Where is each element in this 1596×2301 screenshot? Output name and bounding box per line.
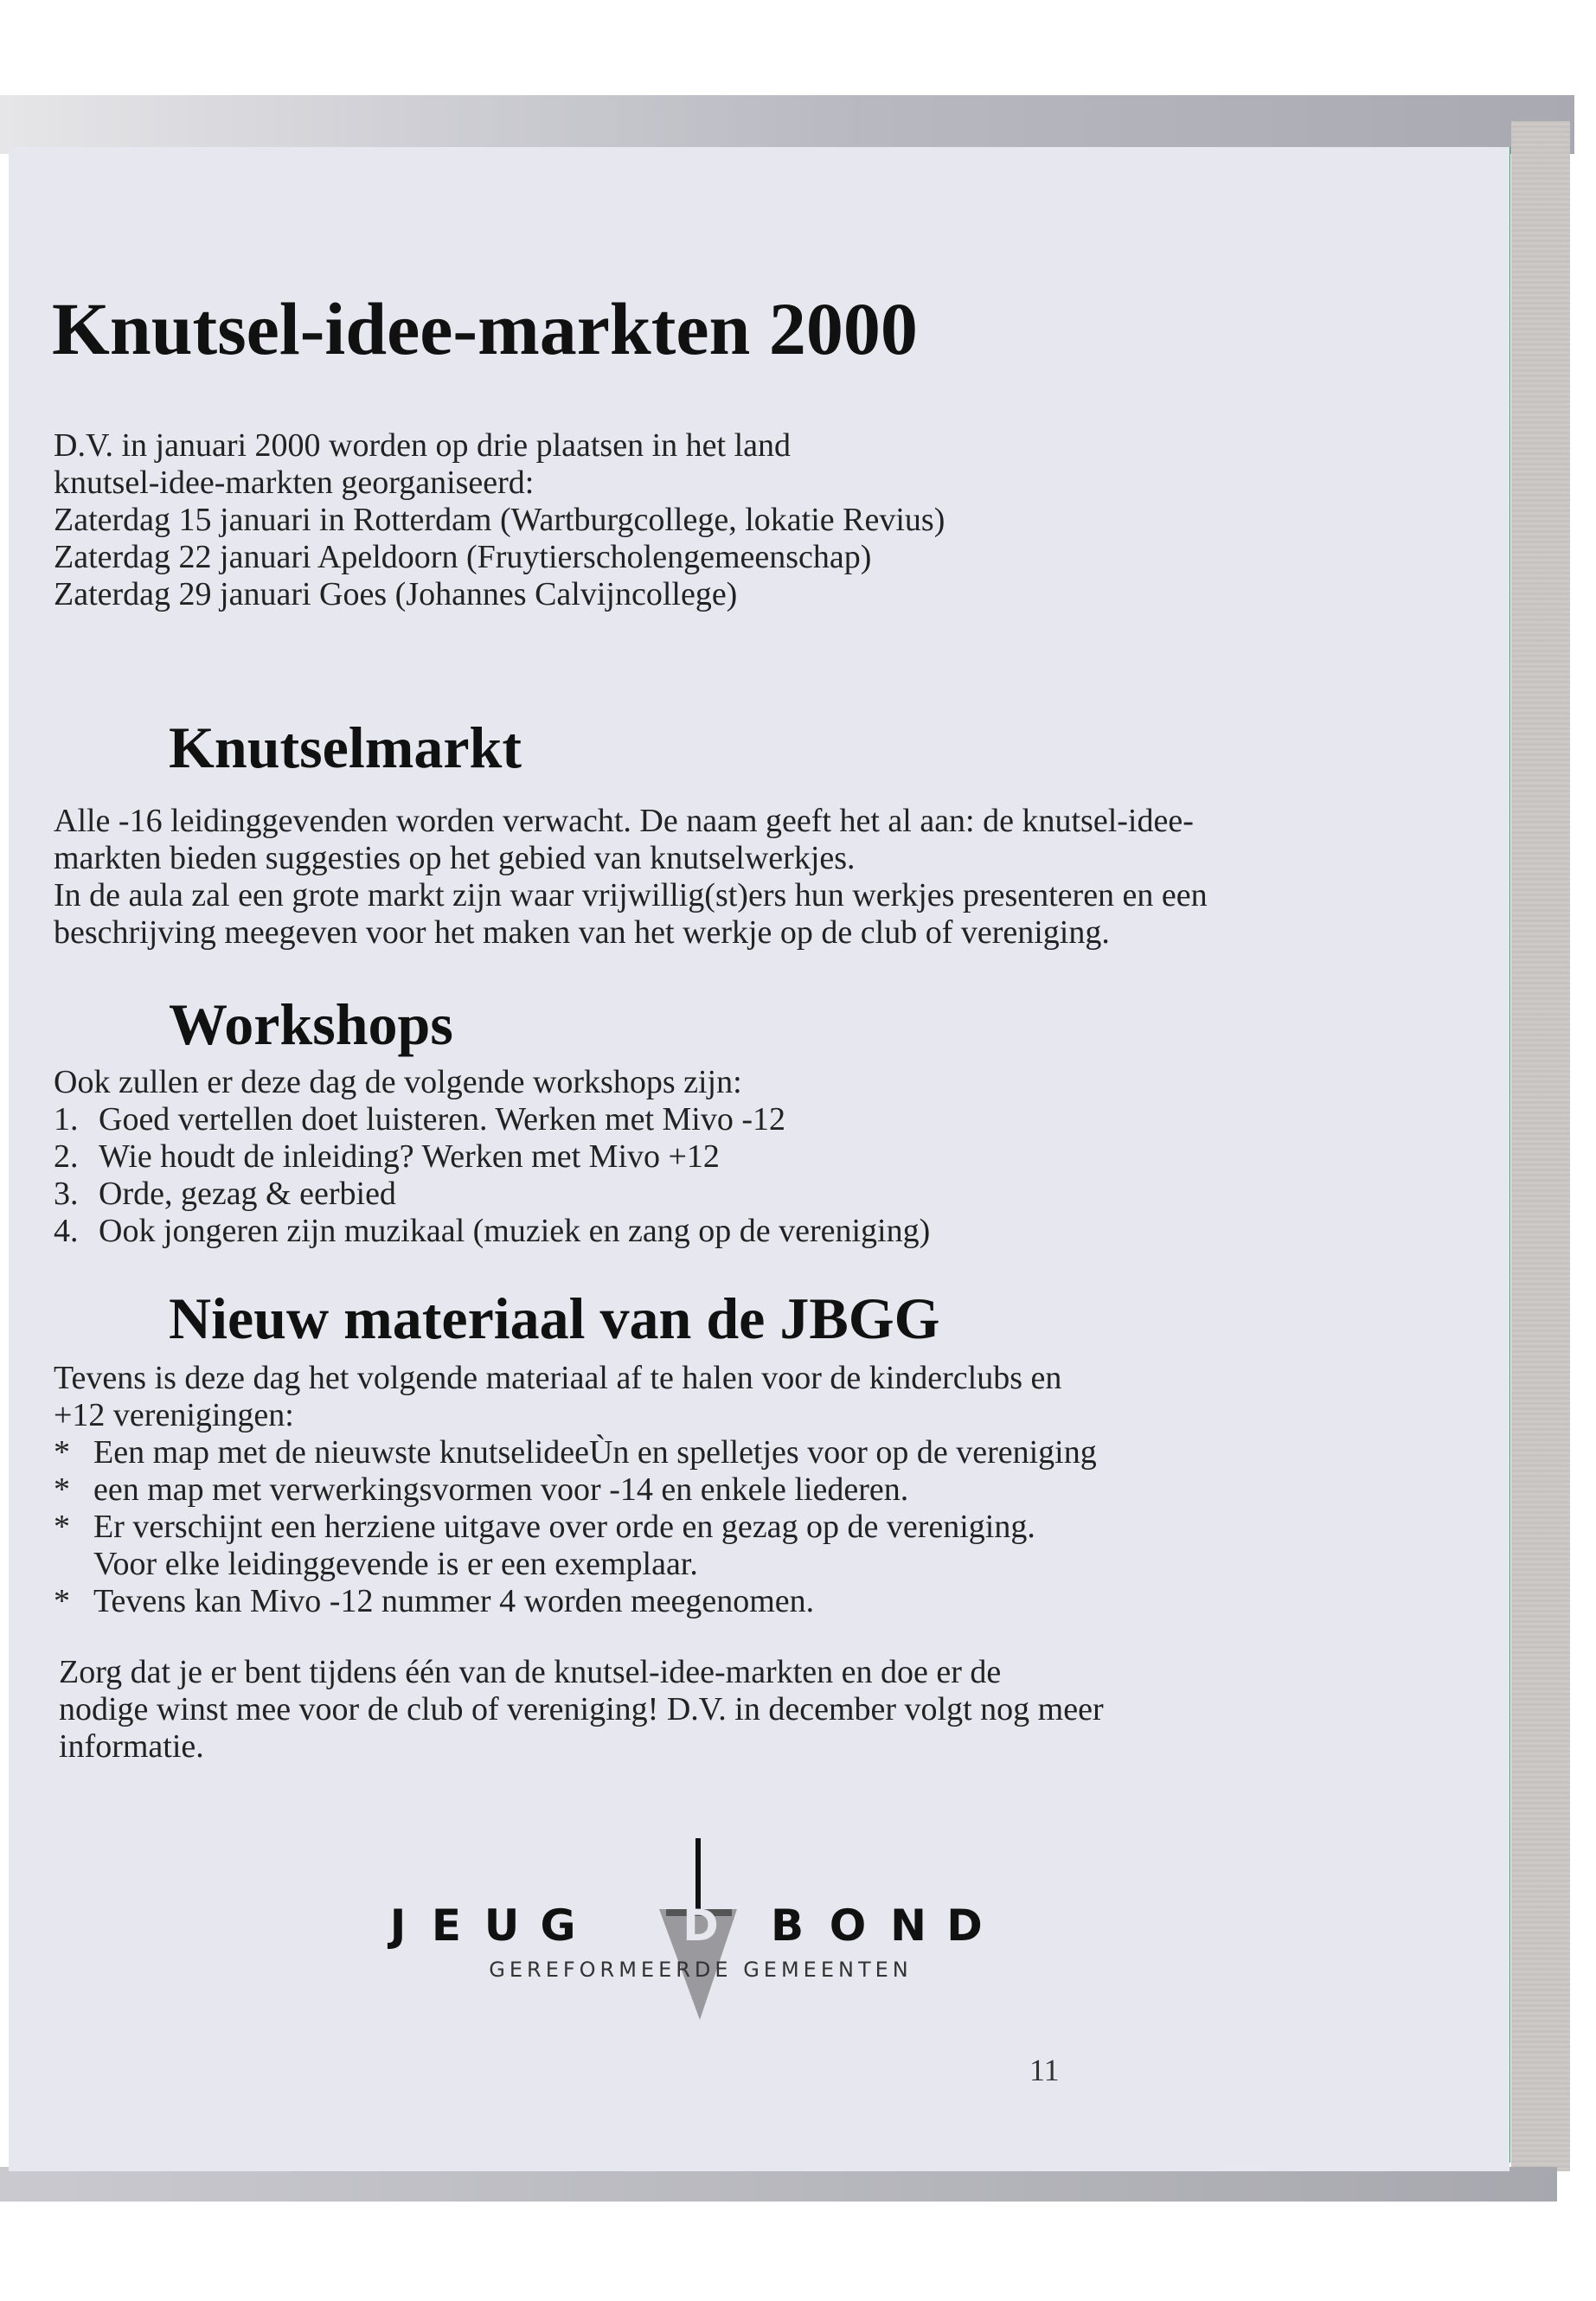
date-line: Zaterdag 29 januari Goes (Johannes Calvijncollege) <box>54 576 738 612</box>
materiaal-item <box>54 1583 1472 1620</box>
bullet-star: * <box>54 1434 70 1471</box>
workshop-item <box>54 1176 1472 1213</box>
materiaal-item-text: Een map met de nieuwste knutselideeÙn en spelletjes voor op de vereniging <box>93 1434 1097 1471</box>
scan-binding-edge <box>1511 121 1570 2171</box>
materiaal-intro-line: +12 verenigingen: <box>54 1397 294 1433</box>
page-number: 11 <box>1029 2053 1060 2087</box>
paragraph-line: Alle -16 leidinggevenden worden verwacht. De naam geeft het al aan: de knutsel-idee- <box>54 803 1194 839</box>
materiaal-item <box>54 1471 1472 1509</box>
workshop-item <box>54 1101 1472 1138</box>
logo-letter: G <box>540 1900 576 1951</box>
date-line: Zaterdag 15 januari in Rotterdam (Wartburgcollege, lokatie Revius) <box>54 502 945 538</box>
closing-line: Zorg dat je er bent tijdens één van de knutsel-idee-markten en doe er de <box>59 1654 1002 1690</box>
logo-subtitle: GEREFORMEERDE GEMEENTEN <box>489 1958 913 1982</box>
materiaal-item <box>54 1434 1472 1471</box>
closing-paragraph <box>59 1654 1477 1766</box>
materiaal-item <box>54 1509 1472 1546</box>
scan-top-edge <box>0 95 1574 154</box>
intro-line: D.V. in januari 2000 worden op drie plaatsen in het land <box>54 427 791 464</box>
logo-letter: U <box>484 1900 520 1951</box>
workshops-list <box>54 1064 1472 1250</box>
logo-letter: D <box>683 1900 719 1951</box>
knutselmarkt-heading: Knutselmarkt <box>169 715 522 780</box>
workshop-item <box>54 1138 1472 1176</box>
workshop-text: Ook jongeren zijn muzikaal (muziek en zang op de vereniging) <box>99 1213 931 1249</box>
workshop-number: 4. <box>54 1213 79 1249</box>
closing-line: informatie. <box>59 1728 204 1765</box>
paragraph-line: In de aula zal een grote markt zijn waar vrijwillig(st)ers hun werkjes presenteren en een <box>54 877 1208 913</box>
intro-paragraph <box>54 427 1472 613</box>
workshop-item <box>54 1213 1472 1250</box>
page-title: Knutsel-idee-markten 2000 <box>52 287 918 370</box>
workshop-text: Wie houdt de inleiding? Werken met Mivo +12 <box>99 1138 720 1175</box>
workshop-text: Goed vertellen doet luisteren. Werken met Mivo -12 <box>99 1101 786 1138</box>
logo-letter: J <box>389 1900 407 1951</box>
jeugdbond-logo <box>381 1838 1073 2020</box>
materiaal-item-text: een map met verwerkingsvormen voor -14 en enkele liederen. <box>93 1471 909 1508</box>
workshops-intro: Ook zullen er deze dag de volgende workshops zijn: <box>54 1064 742 1100</box>
paragraph-line: markten bieden suggesties op het gebied van knutselwerkjes. <box>54 840 856 876</box>
bullet-star: * <box>54 1509 70 1545</box>
scan-bottom-edge <box>0 2167 1557 2202</box>
materiaal-item-text: Tevens kan Mivo -12 nummer 4 worden meegenomen. <box>93 1583 815 1619</box>
materiaal-section <box>54 1360 1472 1620</box>
workshops-heading: Workshops <box>169 991 453 1057</box>
logo-letter: O <box>829 1900 867 1951</box>
logo-letter: B <box>770 1900 804 1951</box>
workshop-number: 1. <box>54 1101 79 1138</box>
bullet-star: * <box>54 1583 70 1619</box>
materiaal-intro-line: Tevens is deze dag het volgende materiaal af te halen voor de kinderclubs en <box>54 1360 1062 1396</box>
closing-line: nodige winst mee voor de club of vereniging! D.V. in december volgt nog meer <box>59 1691 1104 1727</box>
workshop-number: 3. <box>54 1176 79 1212</box>
materiaal-item-text: Er verschijnt een herziene uitgave over orde en gezag op de vereniging. <box>93 1509 1035 1545</box>
materiaal-heading: Nieuw materiaal van de JBGG <box>169 1285 940 1351</box>
workshop-text: Orde, gezag & eerbied <box>99 1176 396 1212</box>
materiaal-item-continuation: Voor elke leidinggevende is er een exemplaar. <box>93 1546 698 1582</box>
paragraph-line: beschrijving meegeven voor het maken van het werkje op de club of vereniging. <box>54 914 1110 951</box>
logo-letter: N <box>890 1900 926 1951</box>
workshop-number: 2. <box>54 1138 79 1175</box>
bullet-star: * <box>54 1471 70 1508</box>
knutselmarkt-paragraph <box>54 803 1472 952</box>
logo-letter: E <box>431 1900 462 1951</box>
date-line: Zaterdag 22 januari Apeldoorn (Fruytierscholengemeenschap) <box>54 539 872 575</box>
logo-letter: D <box>946 1900 983 1951</box>
intro-line: knutsel-idee-markten georganiseerd: <box>54 465 535 501</box>
